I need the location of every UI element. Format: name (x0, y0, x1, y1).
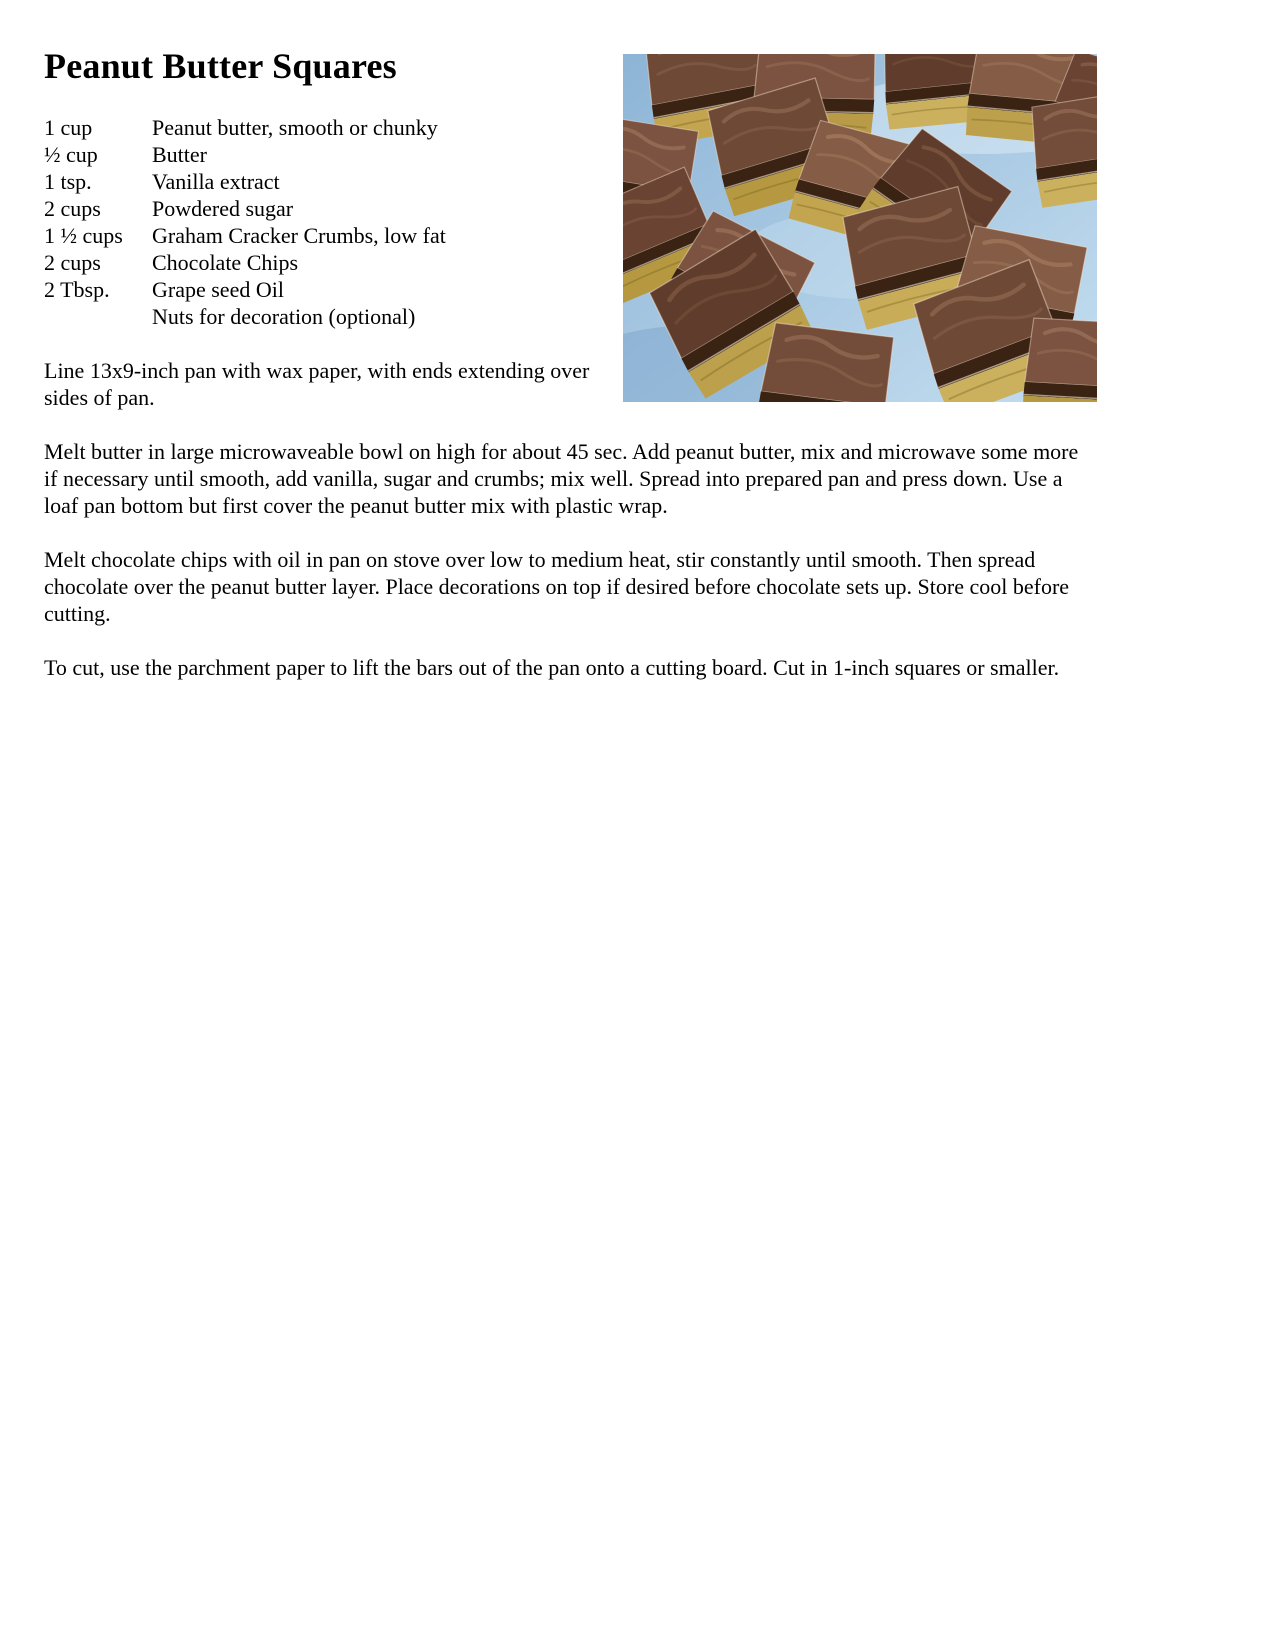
ingredient-quantity: 1 cup (44, 115, 93, 140)
ingredient-name: Nuts for decoration (optional) (152, 304, 416, 329)
instruction-paragraph: Melt butter in large microwaveable bowl on high for about 45 sec. Add peanut butter, mix and microwave some more if necessary until smooth, add vanilla, sugar and crumbs; mix well. Spread into prepared pan and press down. Use a loaf pan bottom but first cover the peanut butter mix with plastic wrap. (44, 439, 1079, 518)
ingredient-quantity: 2 Tbsp. (44, 277, 110, 302)
recipe-title: Peanut Butter Squares (44, 46, 397, 86)
ingredient-name: Chocolate Chips (152, 250, 299, 275)
instruction-paragraph: Line 13x9-inch pan with wax paper, with ends extending over sides of pan. (44, 358, 590, 410)
instruction-paragraph: Melt chocolate chips with oil in pan on stove over low to medium heat, stir constantly until smooth. Then spread chocolate over the peanut butter layer. Place decorations on top if desired before chocolate sets up. Store cool before cutting. (44, 547, 1070, 626)
ingredient-quantity: 1 ½ cups (44, 223, 123, 248)
ingredient-name: Peanut butter, smooth or chunky (152, 115, 438, 140)
ingredient-name: Butter (152, 142, 207, 167)
ingredient-name: Grape seed Oil (152, 277, 284, 302)
recipe-photo (623, 54, 1097, 402)
ingredient-name: Powdered sugar (152, 196, 294, 221)
ingredient-name: Vanilla extract (152, 169, 280, 194)
ingredient-quantity: 1 tsp. (44, 169, 92, 194)
instruction-paragraph: To cut, use the parchment paper to lift the bars out of the pan onto a cutting board. Cut in 1-inch squares or smaller. (44, 655, 1060, 680)
ingredient-quantity: 2 cups (44, 250, 101, 275)
document-content (0, 0, 1265, 681)
ingredient-quantity: 2 cups (44, 196, 101, 221)
ingredient-quantity: ½ cup (44, 142, 98, 167)
ingredient-name: Graham Cracker Crumbs, low fat (152, 223, 446, 248)
